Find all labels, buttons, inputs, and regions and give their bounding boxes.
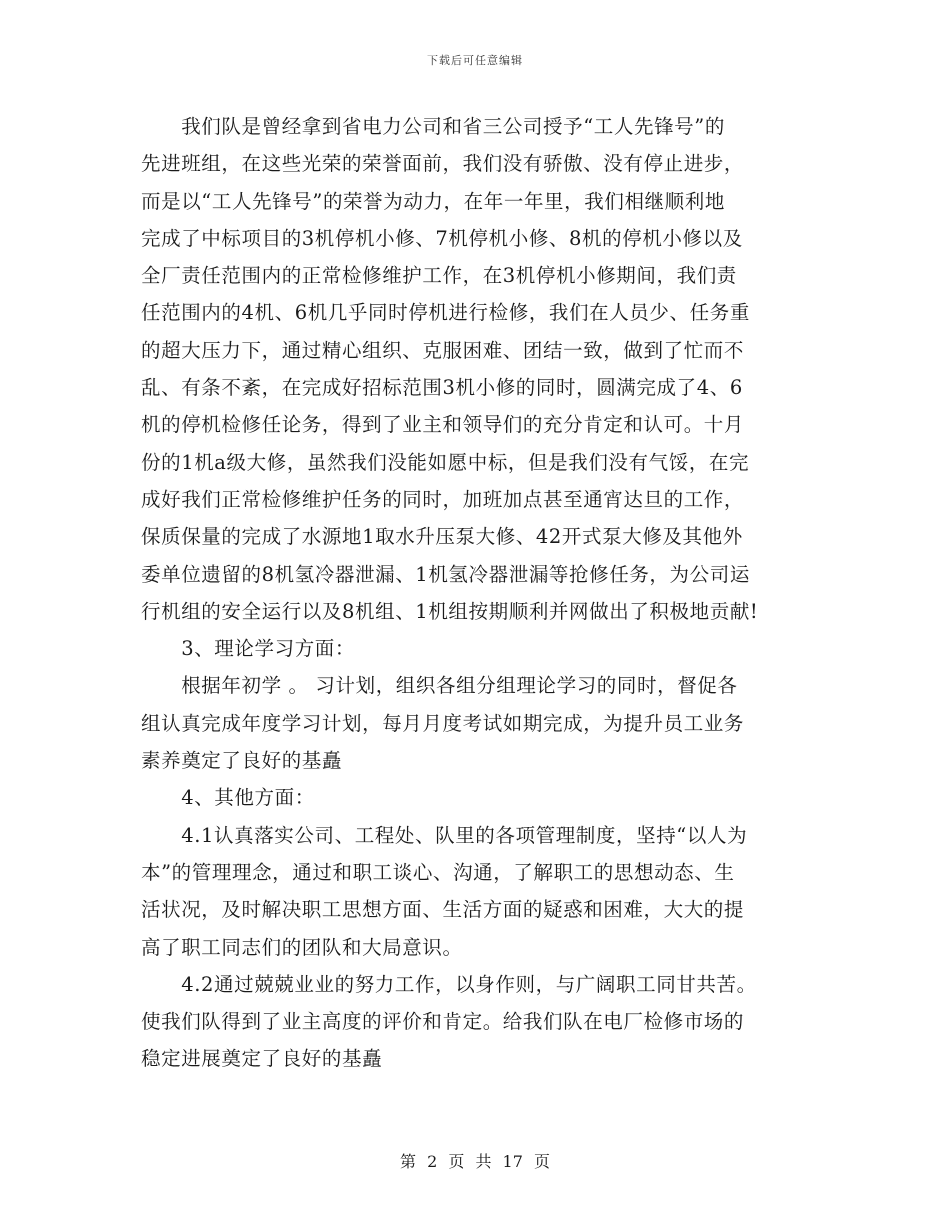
page-number-footer: 第 2 页 共 17 页 (400, 1152, 550, 1171)
body-line: 组认真完成年度学习计划，每月月度考试如期完成，为提升员工业务 (141, 711, 745, 735)
document-body (141, 108, 816, 1078)
body-line: 4.2通过兢兢业业的努力工作，以身作则，与广阔职工同甘共苦。 (141, 972, 757, 996)
body-line: 委单位遗留的8机氢冷器泄漏、1机氢冷器泄漏等抢修任务，为公司运 (141, 562, 750, 586)
body-line: 乱、有条不紊，在完成好招标范围3机小修的同时，圆满完成了4、6 (141, 376, 743, 400)
body-line: 的超大压力下，通过精心组织、克服困难、团结一致，做到了忙而不 (141, 338, 745, 362)
body-line: 行机组的安全运行以及8机组、1机组按期顺利并网做出了积极地贡献! (141, 599, 759, 623)
body-line: 完成了中标项目的3机停机小修、7机停机小修、8机的停机小修以及 (141, 226, 743, 250)
page-header: 下载后可任意编辑 (427, 54, 523, 67)
body-line: 根据年初学 。 习计划，组织各组分组理论学习的同时，督促各 (141, 674, 738, 698)
body-line: 机的停机检修任论务，得到了业主和领导们的充分肯定和认可。十月 (141, 413, 745, 437)
body-line: 而是以“工人先锋号”的荣誉为动力，在年一年里，我们相继顺利地 (141, 189, 725, 213)
body-line: 活状况，及时解决职工思想方面、生活方面的疑惑和困难，大大的提 (141, 898, 745, 922)
section-heading-other-aspects: 4、其他方面： (141, 786, 315, 810)
section-heading-theory-study: 3、理论学习方面： (141, 637, 356, 661)
body-line: 我们队是曾经拿到省电力公司和省三公司授予“工人先锋号”的 (141, 115, 725, 138)
body-line: 4.1认真落实公司、工程处、队里的各项管理制度，坚持“以人为 (141, 823, 748, 847)
body-line: 素养奠定了良好的基矗 (141, 749, 343, 773)
body-line: 高了职工同志们的团队和大局意识。 (141, 935, 463, 959)
body-line: 本”的管理理念，通过和职工谈心、沟通，了解职工的思想动态、生 (141, 860, 735, 884)
body-line: 先进班组，在这些光荣的荣誉面前，我们没有骄傲、没有停止进步， (141, 152, 745, 176)
body-line: 全厂责任范围内的正常检修维护工作，在3机停机小修期间，我们责 (141, 264, 737, 288)
body-line: 成好我们正常检修维护任务的同时，加班加点甚至通宵达旦的工作， (141, 487, 745, 511)
body-line: 保质保量的完成了水源地1取水升压泵大修、42开式泵大修及其他外 (141, 525, 743, 549)
body-line: 稳定进展奠定了良好的基矗 (141, 1047, 383, 1071)
body-line: 份的1机a级大修，虽然我们没能如愿中标，但是我们没有气馁，在完 (141, 450, 750, 474)
body-line: 使我们队得到了业主高度的评价和肯定。给我们队在电厂检修市场的 (141, 1010, 745, 1034)
body-line: 任范围内的4机、6机几乎同时停机进行检修，我们在人员少、任务重 (141, 301, 750, 325)
